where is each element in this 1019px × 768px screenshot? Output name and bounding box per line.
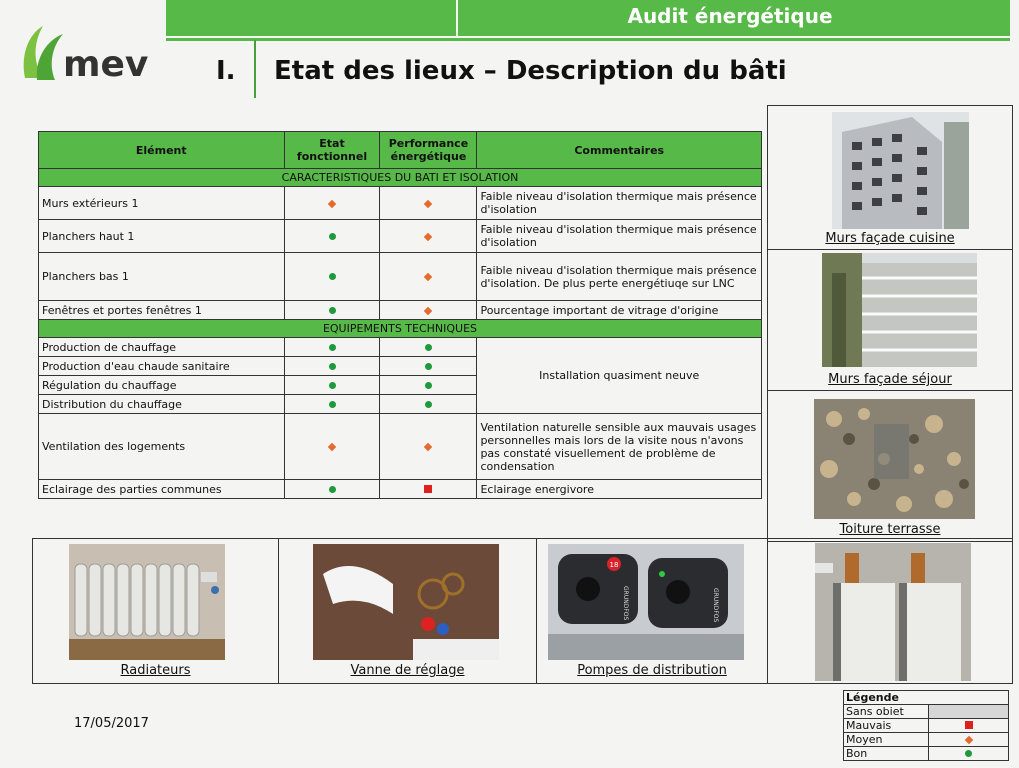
row-element: Production de chauffage <box>39 338 285 357</box>
section-title: Etat des lieux – Description du bâti <box>274 56 787 86</box>
row-comment-merged: Installation quasiment neuve <box>477 338 762 414</box>
col-header-performance: Performance énergétique <box>380 132 477 169</box>
row-element: Régulation du chauffage <box>39 376 285 395</box>
row-comment: Ventilation naturelle sensible aux mauvais usages personnelles mais lors de la visite nous n'avons pas constaté visuellement de problème de condensation <box>477 414 762 480</box>
photo-radiateurs <box>69 544 225 660</box>
bon-dot-icon <box>425 401 432 408</box>
section-row-bati: CARACTERISTIQUES DU BATI ET ISOLATION <box>39 169 762 187</box>
moyen-diamond-icon <box>328 199 336 207</box>
legend-table <box>843 690 1009 761</box>
moyen-diamond-icon <box>424 232 432 240</box>
header-bar-left <box>166 0 456 36</box>
panel-divider <box>536 539 537 683</box>
row-comment: Faible niveau d'isolation thermique mais présence d'isolation <box>477 187 762 220</box>
table-row <box>39 480 762 499</box>
moyen-diamond-icon <box>424 273 432 281</box>
caption-facade-sejour: Murs façade séjour <box>828 372 952 387</box>
panel-divider <box>768 249 1012 250</box>
audit-table <box>38 131 762 499</box>
legend-label: Mauvais <box>844 719 929 733</box>
moyen-diamond-icon <box>424 199 432 207</box>
photo-facade-cuisine <box>832 112 969 229</box>
table-row <box>39 338 762 357</box>
table-row <box>39 253 762 301</box>
pump-brand: GRUNDFOS <box>622 586 629 621</box>
photo-pompes-distribution <box>548 544 744 660</box>
mev-logo <box>15 18 165 88</box>
table-row <box>39 414 762 480</box>
caption-toiture-terrasse: Toiture terrasse <box>839 522 941 537</box>
bon-dot-icon <box>329 344 336 351</box>
row-comment: Faible niveau d'isolation thermique mais présence d'isolation. De plus perte energétiuqe sur LNC <box>477 253 762 301</box>
bon-dot-icon <box>965 750 972 757</box>
panel-divider <box>278 539 279 683</box>
bon-dot-icon <box>329 401 336 408</box>
moyen-diamond-icon <box>964 736 972 744</box>
row-comment: Eclairage energivore <box>477 480 762 499</box>
photo-vanne-reglage <box>313 544 499 660</box>
photo-facade-sejour <box>822 253 977 367</box>
moyen-diamond-icon <box>424 443 432 451</box>
row-element: Planchers bas 1 <box>39 253 285 301</box>
bon-dot-icon <box>329 233 336 240</box>
row-element: Fenêtres et portes fenêtres 1 <box>39 301 285 320</box>
mauvais-square-icon <box>965 721 973 729</box>
legend-title: Légende <box>844 691 1009 705</box>
row-comment: Pourcentage important de vitrage d'origine <box>477 301 762 320</box>
row-comment: Faible niveau d'isolation thermique mais présence d'isolation <box>477 220 762 253</box>
row-element: Planchers haut 1 <box>39 220 285 253</box>
row-element: Production d'eau chaude sanitaire <box>39 357 285 376</box>
bon-dot-icon <box>329 363 336 370</box>
bon-dot-icon <box>425 382 432 389</box>
caption-radiateurs: Radiateurs <box>120 663 191 678</box>
col-header-commentaires: Commentaires <box>477 132 762 169</box>
caption-vanne-reglage: Vanne de réglage <box>350 663 465 678</box>
moyen-diamond-icon <box>328 443 336 451</box>
photo-chaudieres <box>815 543 971 681</box>
bon-dot-icon <box>425 344 432 351</box>
moyen-diamond-icon <box>424 306 432 314</box>
right-photo-panel <box>767 105 1013 542</box>
header-underline <box>166 38 1010 41</box>
header-title: Audit énergétique <box>627 4 833 28</box>
section-number: I. <box>216 56 236 86</box>
row-element: Murs extérieurs 1 <box>39 187 285 220</box>
panel-divider <box>767 539 768 683</box>
legend-label: Moyen <box>844 733 929 747</box>
bon-dot-icon <box>329 273 336 280</box>
col-header-etat: Etat fonctionnel <box>284 132 380 169</box>
table-row <box>39 301 762 320</box>
caption-pompes-distribution: Pompes de distribution <box>577 663 727 678</box>
row-element: Ventilation des logements <box>39 414 285 480</box>
table-row <box>39 187 762 220</box>
bottom-photo-panel <box>32 538 1013 684</box>
bon-dot-icon <box>329 486 336 493</box>
legend-label: Bon <box>844 747 929 761</box>
footer-date: 17/05/2017 <box>74 716 149 731</box>
row-element: Eclairage des parties communes <box>39 480 285 499</box>
col-header-element: Elément <box>39 132 285 169</box>
bon-dot-icon <box>329 307 336 314</box>
pump-badge: 18 <box>609 561 619 569</box>
legend-label: Sans obiet <box>844 705 929 719</box>
row-element: Distribution du chauffage <box>39 395 285 414</box>
bon-dot-icon <box>329 382 336 389</box>
bon-dot-icon <box>425 363 432 370</box>
section-row-equipements: EQUIPEMENTS TECHNIQUES <box>39 320 762 338</box>
caption-facade-cuisine: Murs façade cuisine <box>825 231 955 246</box>
logo-text: mev <box>63 44 149 85</box>
panel-divider <box>768 390 1012 391</box>
mauvais-square-icon <box>424 485 432 493</box>
photo-toiture-terrasse <box>814 399 975 519</box>
table-row <box>39 220 762 253</box>
section-divider <box>254 40 256 98</box>
pump-brand: GRUNDFOS <box>712 588 719 623</box>
